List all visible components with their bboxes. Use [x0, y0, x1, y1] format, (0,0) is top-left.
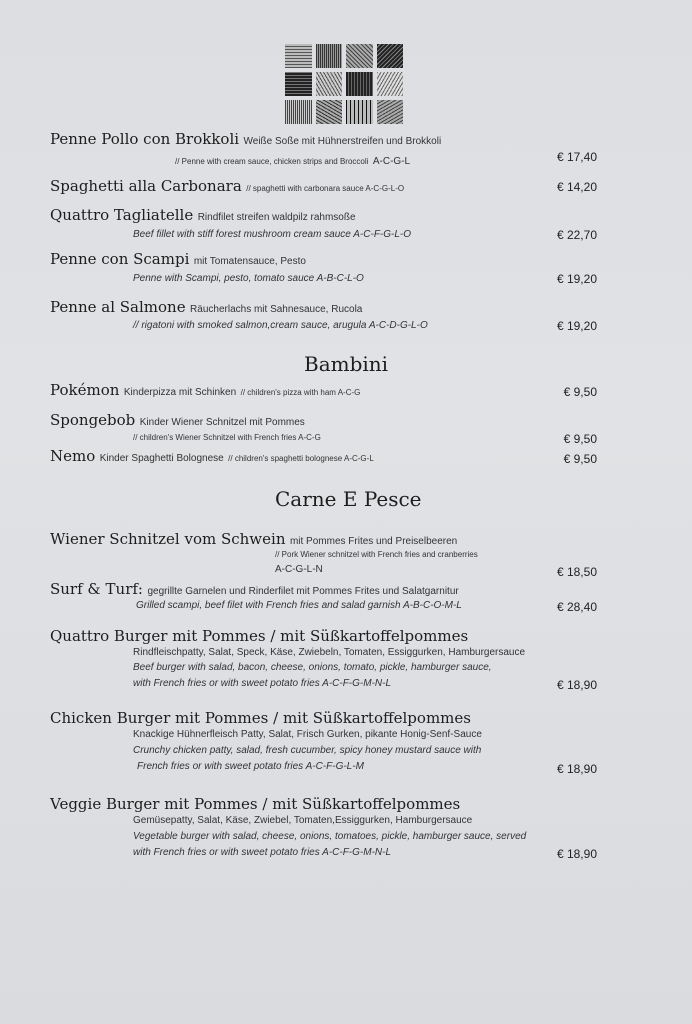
item-translation: Penne with Scampi, pesto, tomato sauce A-B-C-L-O — [133, 273, 364, 284]
item-translation-text: // Penne with cream sauce, chicken strips and Broccoli — [175, 157, 369, 166]
item-description: Rindfilet streifen waldpilz rahmsoße — [197, 212, 356, 223]
item-price: € 28,40 — [556, 600, 597, 614]
item-price: € 18,90 — [556, 678, 597, 692]
item-description: Knackige Hühnerfleisch Patty, Salat, Frisch Gurken, pikante Honig-Senf-Sauce — [133, 729, 482, 740]
menu-item-veggie-burger: Veggie Burger mit Pommes / mit Süßkartoffelpommes — [50, 795, 461, 813]
item-translation: // children's Wiener Schnitzel with French fries A-C-G — [133, 433, 321, 442]
item-price: € 19,20 — [556, 319, 597, 333]
menu-item-penne-pollo — [50, 130, 441, 149]
item-name: Surf & Turf: — [50, 580, 143, 598]
item-translation: Beef burger with salad, bacon, cheese, onions, tomato, pickle, hamburger sauce, — [133, 662, 492, 673]
menu-item-chicken-burger: Chicken Burger mit Pommes / mit Süßkartoffelpommes — [50, 709, 471, 727]
item-name: Spaghetti alla Carbonara — [50, 177, 242, 195]
item-name: Penne con Scampi — [50, 250, 190, 268]
item-description: mit Pommes Frites und Preiselbeeren — [289, 536, 458, 547]
logo-tile — [346, 44, 373, 68]
item-allergens: A-C-G-L — [372, 156, 411, 167]
item-price: € 9,50 — [563, 432, 597, 446]
item-price: € 17,40 — [556, 150, 597, 164]
item-price: € 14,20 — [556, 180, 597, 194]
item-description: Weiße Soße mit Hühnerstreifen und Brokkoli — [243, 136, 442, 147]
section-heading-bambini: Bambini — [304, 352, 389, 376]
item-price: € 19,20 — [556, 272, 597, 286]
item-translation-line-2: with French fries or with sweet potato fries A-C-F-G-M-N-L — [133, 847, 392, 858]
item-description: Gemüsepatty, Salat, Käse, Zwiebel, Tomaten,Essiggurken, Hamburgersauce — [133, 815, 473, 826]
item-price: € 9,50 — [563, 452, 597, 466]
item-translation — [175, 151, 410, 169]
item-price: € 18,90 — [556, 847, 597, 861]
menu-item-pokemon — [50, 381, 360, 400]
item-translation: // children's pizza with ham A-C-G — [240, 388, 361, 397]
item-price: € 18,90 — [556, 762, 597, 776]
logo-tile — [285, 72, 312, 96]
menu-item-quattro-tagliatelle — [50, 206, 356, 225]
logo-tile — [377, 44, 404, 68]
logo-tile — [285, 100, 312, 124]
item-price: € 9,50 — [563, 385, 597, 399]
menu-item-nemo — [50, 447, 374, 466]
item-translation: Grilled scampi, beef filet with French fries and salad garnish A-B-C-O-M-L — [136, 600, 462, 611]
item-translation: // rigatoni with smoked salmon,cream sauce, arugula A-C-D-G-L-O — [133, 320, 428, 331]
logo-tile — [316, 72, 343, 96]
item-name: Spongebob — [50, 411, 136, 429]
logo-tile — [346, 72, 373, 96]
item-name: Nemo — [50, 447, 96, 465]
item-translation: // Pork Wiener schnitzel with French fries and cranberries — [275, 550, 478, 559]
section-heading-carne-e-pesce: Carne E Pesce — [275, 487, 422, 511]
menu-item-spongebob — [50, 411, 305, 430]
menu-item-surf-turf — [50, 580, 459, 599]
menu-item-wiener-schnitzel — [50, 530, 457, 549]
item-translation: Crunchy chicken patty, salad, fresh cucumber, spicy honey mustard sauce with — [133, 745, 482, 756]
item-description: Kinder Wiener Schnitzel mit Pommes — [139, 417, 305, 428]
item-price: € 22,70 — [556, 228, 597, 242]
item-name: Penne al Salmone — [50, 298, 186, 316]
item-allergens: A-C-G-L-N — [275, 564, 323, 575]
menu-item-quattro-burger: Quattro Burger mit Pommes / mit Süßkartoffelpommes — [50, 627, 469, 645]
logo-tile — [377, 100, 404, 124]
item-name: Quattro Tagliatelle — [50, 206, 194, 224]
item-name: Wiener Schnitzel vom Schwein — [50, 530, 286, 548]
item-translation-line-2: French fries or with sweet potato fries A-C-F-G-L-M — [137, 761, 364, 772]
item-price: € 18,50 — [556, 565, 597, 579]
logo-tile — [285, 44, 312, 68]
item-name: Pokémon — [50, 381, 120, 399]
item-translation: // children's spaghetti bolognese A-C-G-L — [228, 454, 374, 463]
menu-item-penne-scampi — [50, 250, 306, 269]
logo-tile — [346, 100, 373, 124]
item-description: Rindfleischpatty, Salat, Speck, Käse, Zwiebeln, Tomaten, Essiggurken, Hamburgersauce — [133, 647, 526, 658]
logo-tile — [316, 100, 343, 124]
item-description: Kinder Spaghetti Bolognese — [99, 453, 224, 464]
item-translation: Vegetable burger with salad, cheese, onions, tomatoes, pickle, hamburger sauce, served — [133, 831, 527, 842]
item-description: Kinderpizza mit Schinken — [123, 387, 237, 398]
mosaic-logo — [285, 44, 403, 124]
menu-item-penne-salmone — [50, 298, 362, 317]
logo-tile — [316, 44, 343, 68]
item-description: gegrillte Garnelen und Rinderfilet mit Pommes Frites und Salatgarnitur — [147, 586, 459, 597]
item-description: Räucherlachs mit Sahnesauce, Rucola — [190, 304, 363, 315]
logo-tile — [377, 72, 404, 96]
menu-item-carbonara — [50, 177, 404, 196]
item-description: // spaghetti with carbonara sauce A-C-G-L-O — [246, 184, 405, 193]
item-translation-line-2: with French fries or with sweet potato fries A-C-F-G-M-N-L — [133, 678, 392, 689]
item-description: mit Tomatensauce, Pesto — [193, 256, 306, 267]
item-translation: Beef fillet with stiff forest mushroom cream sauce A-C-F-G-L-O — [133, 229, 412, 240]
item-name: Penne Pollo con Brokkoli — [50, 130, 240, 148]
